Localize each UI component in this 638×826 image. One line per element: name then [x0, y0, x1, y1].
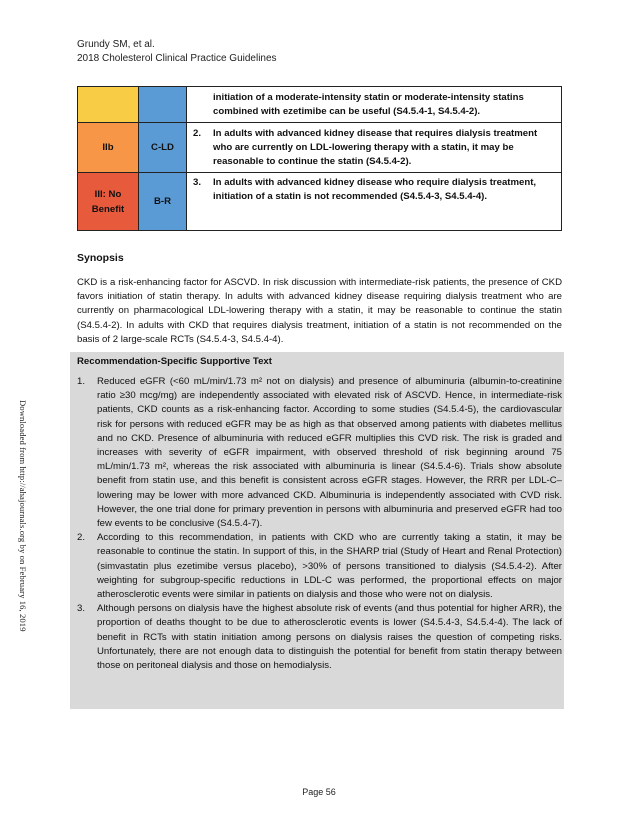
list-item — [77, 531, 562, 602]
page-number: Page 56 — [302, 787, 336, 797]
list-item-number: 3. — [77, 603, 86, 615]
recommendation-text-cell — [187, 87, 562, 123]
loe-cell: B-R — [139, 173, 187, 231]
loe-cell — [139, 87, 187, 123]
recommendation-number: 2. — [193, 127, 202, 139]
supportive-heading: Recommendation-Specific Supportive Text — [77, 356, 272, 367]
cor-cell: IIb — [78, 123, 139, 173]
cor-cell — [78, 87, 139, 123]
list-item-text: Reduced eGFR (<60 mL/min/1.73 m² not on dialysis) and presence of albuminuria (albumin-to-creatinine ratio ≥30 mcg/mg) are independently associated with elevated risk of ASCVD. Hence, in intermediate-risk patients, CKD counts as a risk-enhancing factor. According to some studies (S4.5.4-5), the cardiovascular risk for persons with reduced eGFR may be as high as that observed among patients with diabetes mellitus and no CKD. Presence of albuminuria with reduced eGFR multiplies this CVD risk. The risk is graded and increases with severity of eGFR impairment, with observed threshold of risk beginning around 75 mL/min/1.73 m², whereas the risk associated with albuminuria is linear (S4.5.4-6). Trials show absolute benefit from statin use, and this benefit is consistent across eGFR stages. However, the RRR per LDL-C–lowering may be lower with more advanced CKD. Albuminuria is independently associated with CVD risk. However, the one trial done for primary prevention in persons with albuminuria and preserved eGFR had too few events to be conclusive (S4.5.4-7). — [97, 376, 562, 530]
list-item-number: 2. — [77, 532, 86, 544]
recommendation-table — [77, 86, 562, 231]
recommendation-item — [193, 91, 553, 119]
recommendation-text: In adults with advanced kidney disease who require dialysis treatment, initiation of a statin is not recommended (S4.5.4-3, S4.5.4-4). — [213, 177, 537, 202]
recommendation-number: 3. — [193, 177, 202, 188]
recommendation-text: In adults with advanced kidney disease that requires dialysis treatment who are currently on LDL-lowering therapy with a statin, it may be reasonable to continue the statin (S4.5.4-2). — [213, 127, 538, 167]
list-item — [77, 602, 562, 673]
recommendation-number — [193, 91, 213, 119]
recommendation-text-cell — [187, 123, 562, 173]
recommendation-text-cell — [187, 173, 562, 231]
list-item-text: According to this recommendation, in patients with CKD who are currently taking a statin, it may be reasonable to continue the statin. In support of this, in the SHARP trial (Study of Heart and Renal Protection) (simvastatin plus ezetimibe versus placebo), >30% of persons transitioned to dialysis (S4.5.4-2). After weighting for subgroup-specific reductions in LDL-C was performed, the proportional effects on major atherosclerotic events were similar in patients on dialysis and those who were not on dialysis. — [97, 532, 562, 601]
table-row — [78, 87, 562, 123]
list-item-number: 1. — [77, 376, 86, 387]
recommendation-item — [193, 176, 553, 204]
table-row — [78, 173, 562, 231]
list-item — [77, 375, 562, 531]
running-header — [77, 38, 277, 66]
header-authors: Grundy SM, et al. — [77, 39, 155, 50]
loe-cell: C-LD — [139, 123, 187, 173]
header-title: 2018 Cholesterol Clinical Practice Guidelines — [77, 53, 277, 64]
recommendation-text: initiation of a moderate-intensity statin or moderate-intensity statins combined with ezetimibe can be useful (S4.5.4-1, S4.5.4-2). — [213, 91, 524, 117]
download-note: Downloaded from http://ahajournals.org by on February 16, 2019 — [18, 400, 28, 632]
synopsis-text: CKD is a risk-enhancing factor for ASCVD. In risk discussion with intermediate-risk patients, the presence of CKD favors initiation of statin therapy. In adults with advanced kidney disease requiring dialysis treatment who are currently on pharmacological LDL-lowering therapy with a statin, it may be reasonable to continue the statin (S4.5.4-2). In adults with CKD that requires dialysis treatment, initiation of a statin is not recommended on the basis of 2 large-scale RCTs (S4.5.4-3, S4.5.4-4). — [77, 277, 562, 345]
table-row — [78, 123, 562, 173]
list-item-text: Although persons on dialysis have the highest absolute risk of events (and thus potential for higher ARR), the proportion of deaths thought to be due to atherosclerotic events is lower (S4.5.4-3, S4.5.4-4). The lack of benefit in RCTs with statin initiation among persons on dialysis raises the question of competing risks. Unfortunately, there are not enough data to distinguish the potential for benefit from statin therapy between those on peritoneal dialysis and those on hemodialysis. — [97, 603, 562, 672]
cor-cell: III: No Benefit — [78, 173, 139, 231]
synopsis-heading: Synopsis — [77, 252, 124, 264]
supportive-list — [77, 375, 562, 673]
recommendation-item — [193, 127, 553, 169]
